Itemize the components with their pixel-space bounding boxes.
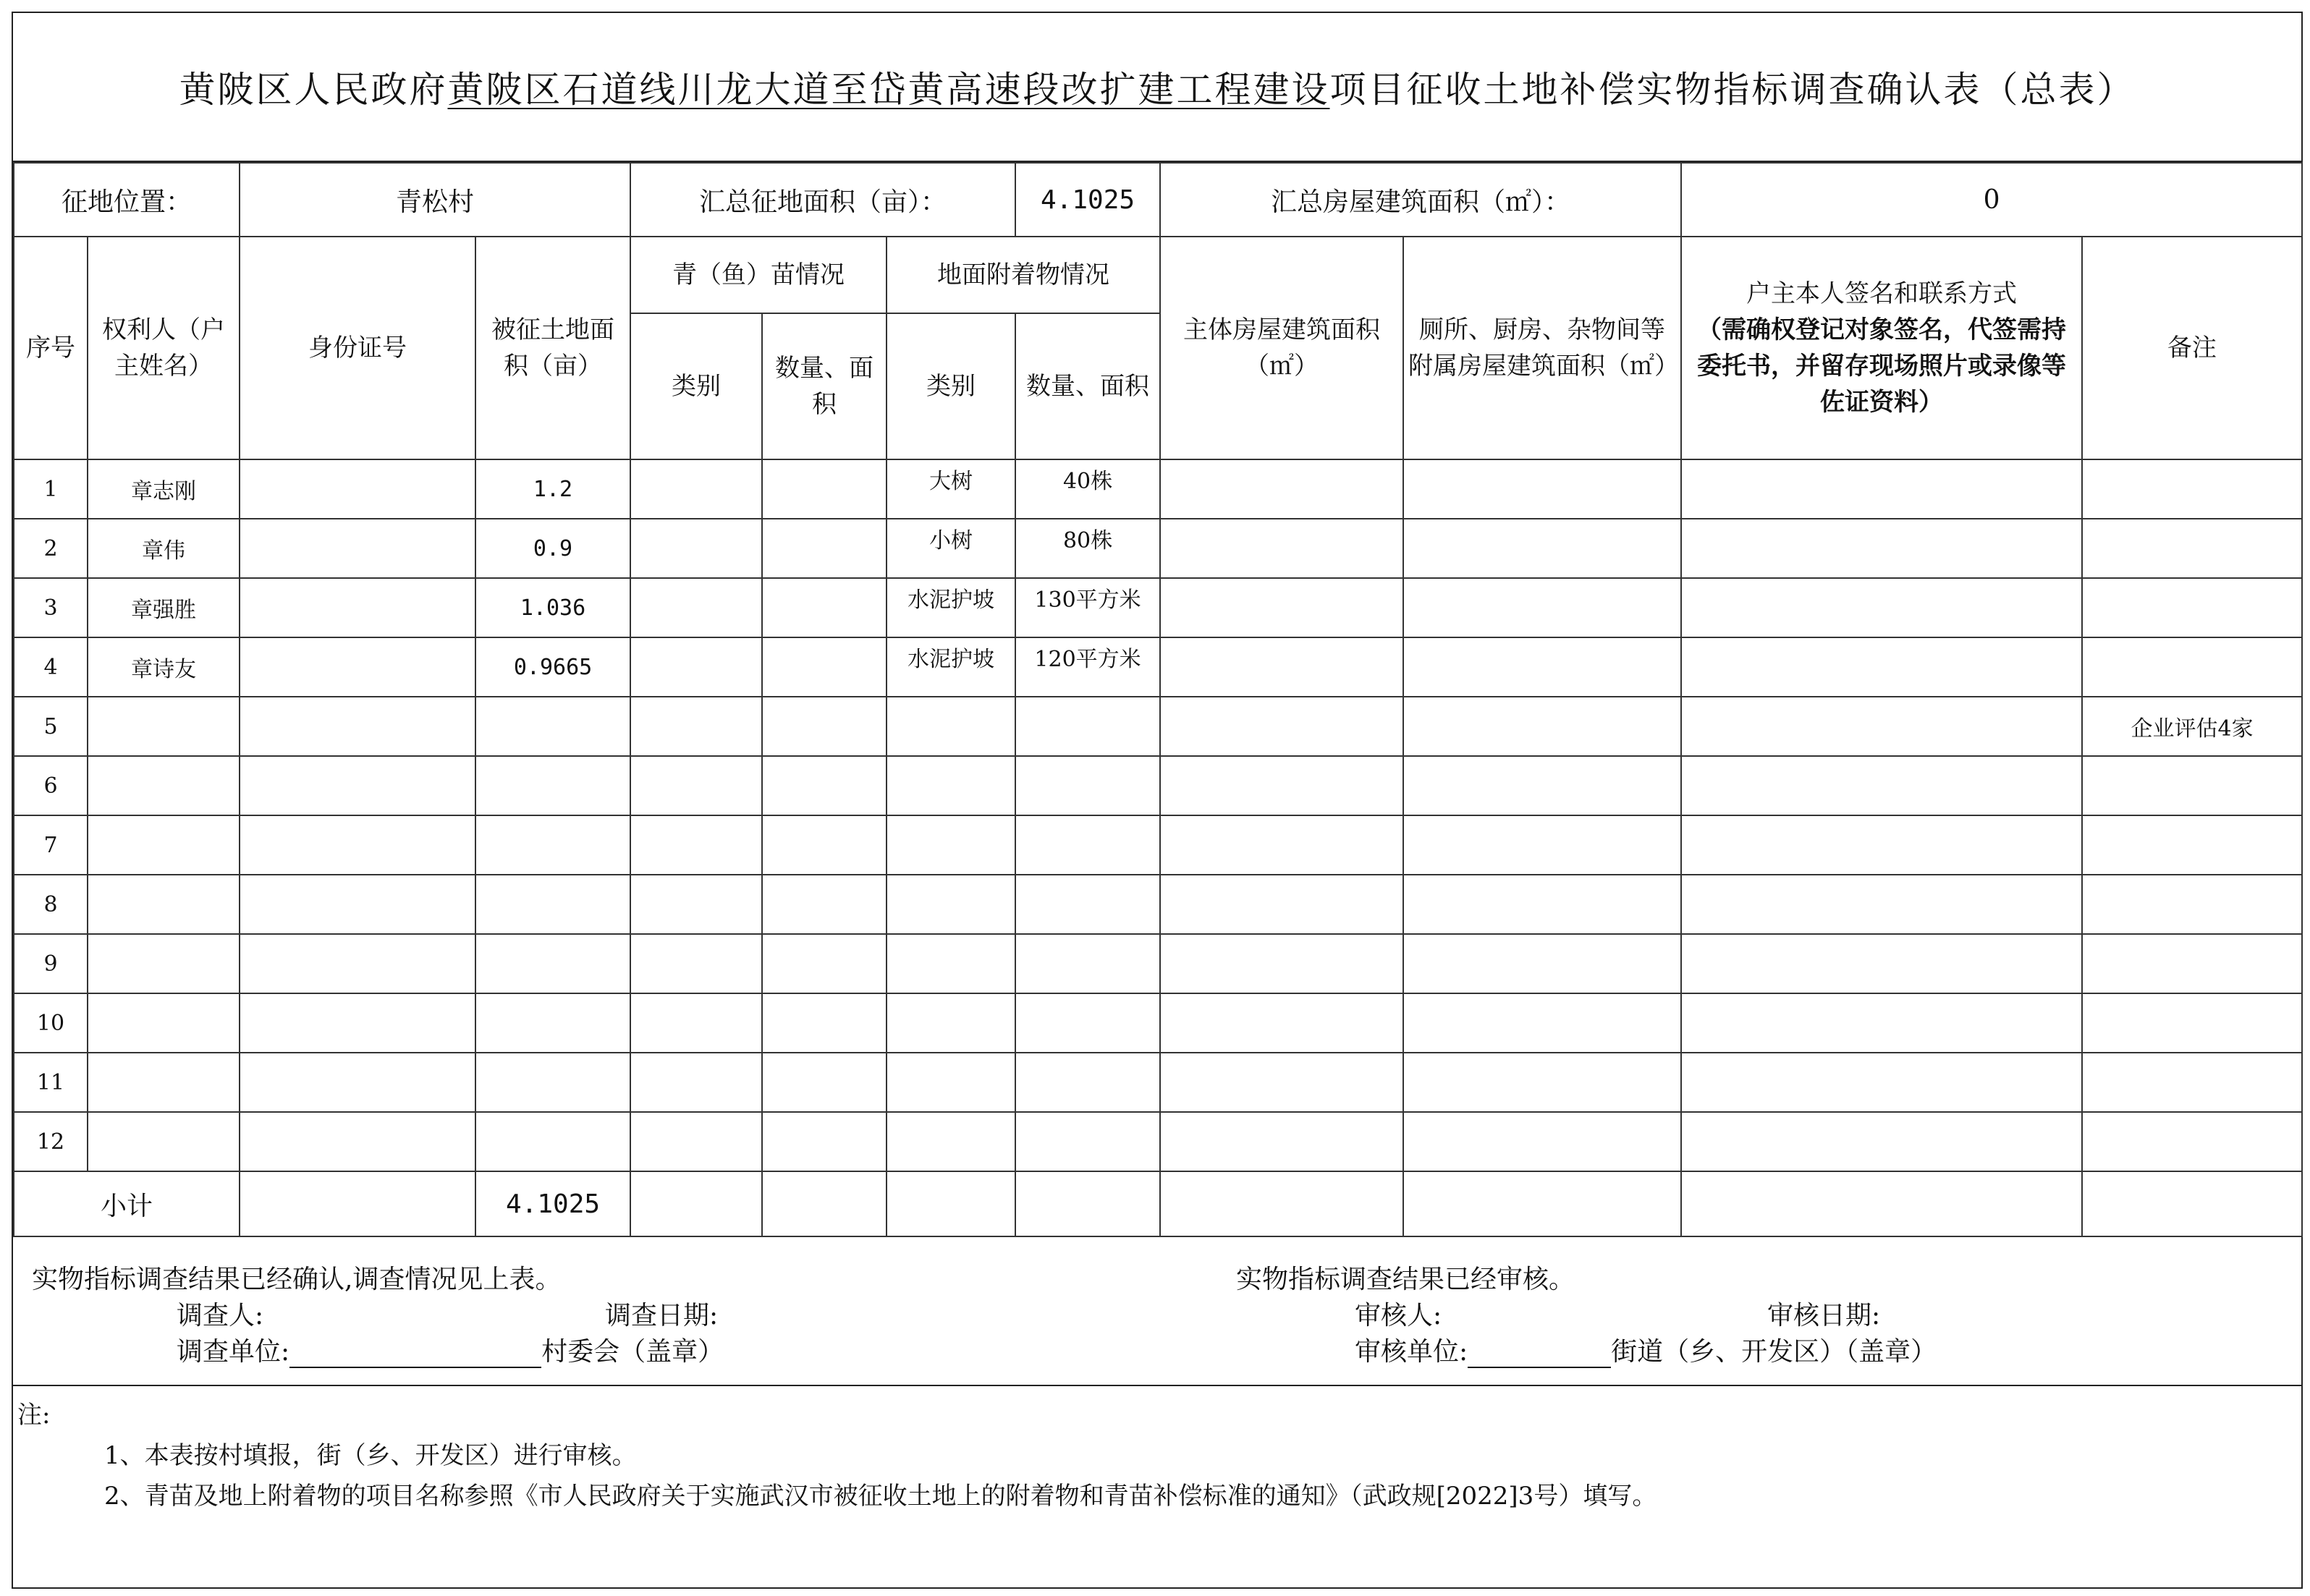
row-main-house-area [1160, 637, 1403, 697]
row-id-number [240, 993, 475, 1053]
row-aux-house-area [1403, 519, 1681, 578]
table-row [14, 934, 2302, 993]
row-aux-house-area [1403, 459, 1681, 519]
row-id-number [240, 578, 475, 637]
row-attachment-qty [1015, 993, 1160, 1053]
row-aux-house-area [1403, 697, 1681, 756]
total-building-value: 0 [1681, 163, 2302, 237]
row-attachment-type [887, 756, 1015, 815]
row-attachment-type [887, 697, 1015, 756]
title-suffix: 项目征收土地补偿实物指标调查确认表（总表） [1329, 69, 2136, 111]
header-seedling-qty: 数量、面积 [762, 313, 887, 459]
row-seedling-qty [762, 993, 887, 1053]
header-signature [1681, 237, 2082, 459]
table-row [14, 697, 2302, 756]
row-seq: 8 [14, 875, 88, 934]
row-seq: 4 [14, 637, 88, 697]
row-main-house-area [1160, 756, 1403, 815]
location-value: 青松村 [240, 163, 630, 237]
row-id-number [240, 875, 475, 934]
row-aux-house-area [1403, 756, 1681, 815]
row-signature [1681, 697, 2082, 756]
table-row [14, 1053, 2302, 1112]
title-band [13, 13, 2301, 162]
row-land-area: 1.2 [475, 459, 630, 519]
row-attachment-type: 水泥护坡 [887, 637, 1015, 697]
table-body [14, 459, 2302, 1171]
row-remark [2082, 578, 2302, 637]
row-aux-house-area [1403, 875, 1681, 934]
row-signature [1681, 875, 2082, 934]
subtotal-cell [887, 1171, 1015, 1236]
row-main-house-area [1160, 934, 1403, 993]
header-id-number: 身份证号 [240, 237, 475, 459]
row-seedling-qty [762, 519, 887, 578]
row-seedling-type [630, 756, 762, 815]
header-attachment-type: 类别 [887, 313, 1015, 459]
header-row-1 [14, 237, 2302, 313]
row-main-house-area [1160, 875, 1403, 934]
review-unit-suffix: 街道（乡、开发区）（盖章） [1611, 1337, 1937, 1367]
row-remark [2082, 993, 2302, 1053]
row-attachment-qty [1015, 934, 1160, 993]
row-seedling-qty [762, 756, 887, 815]
row-owner [88, 1112, 240, 1171]
row-owner: 章强胜 [88, 578, 240, 637]
row-land-area [475, 1112, 630, 1171]
row-seedling-type [630, 1053, 762, 1112]
row-seq: 7 [14, 815, 88, 875]
row-seedling-type [630, 934, 762, 993]
row-seedling-qty [762, 934, 887, 993]
row-seq: 9 [14, 934, 88, 993]
row-owner: 章志刚 [88, 459, 240, 519]
location-label: 征地位置： [14, 163, 240, 237]
row-seedling-type [630, 993, 762, 1053]
row-id-number [240, 815, 475, 875]
total-area-value: 4.1025 [1015, 163, 1160, 237]
row-seedling-type [630, 459, 762, 519]
row-aux-house-area [1403, 993, 1681, 1053]
row-attachment-type: 小树 [887, 519, 1015, 578]
row-signature [1681, 993, 2082, 1053]
row-id-number [240, 1112, 475, 1171]
row-aux-house-area [1403, 1112, 1681, 1171]
review-unit-blank [1468, 1338, 1611, 1368]
row-attachment-qty [1015, 815, 1160, 875]
row-remark [2082, 459, 2302, 519]
row-aux-house-area [1403, 578, 1681, 637]
header-seq: 序号 [14, 237, 88, 459]
row-signature [1681, 1112, 2082, 1171]
table-row [14, 756, 2302, 815]
row-land-area [475, 815, 630, 875]
row-seedling-qty [762, 637, 887, 697]
subtotal-cell [630, 1171, 762, 1236]
row-seedling-type [630, 815, 762, 875]
investigation-unit-suffix: 村委会（盖章） [541, 1337, 724, 1367]
header-signature-line1: 户主本人签名和联系方式 [1746, 279, 2018, 308]
header-land-area: 被征土地面积（亩） [475, 237, 630, 459]
title-project-name: 黄陂区石道线川龙大道至岱黄高速段改扩建工程建设 [447, 69, 1330, 111]
row-land-area [475, 993, 630, 1053]
row-signature [1681, 934, 2082, 993]
row-main-house-area [1160, 519, 1403, 578]
row-aux-house-area [1403, 637, 1681, 697]
title-prefix: 黄陂区人民政府 [179, 69, 448, 111]
reviewer-label: 审核人: [1355, 1301, 1442, 1330]
row-attachment-type [887, 1053, 1015, 1112]
row-land-area [475, 697, 630, 756]
row-id-number [240, 1053, 475, 1112]
row-seedling-qty [762, 578, 887, 637]
row-attachment-type [887, 1112, 1015, 1171]
header-seedling-type: 类别 [630, 313, 762, 459]
row-owner [88, 697, 240, 756]
row-attachment-type [887, 993, 1015, 1053]
row-id-number [240, 459, 475, 519]
row-attachment-type: 水泥护坡 [887, 578, 1015, 637]
row-owner [88, 993, 240, 1053]
row-attachment-qty: 40株 [1015, 459, 1160, 519]
row-seq: 12 [14, 1112, 88, 1171]
row-signature [1681, 637, 2082, 697]
total-area-label: 汇总征地面积（亩）： [630, 163, 1015, 237]
row-land-area: 0.9665 [475, 637, 630, 697]
table-row [14, 993, 2302, 1053]
row-owner: 章伟 [88, 519, 240, 578]
row-seedling-type [630, 578, 762, 637]
row-aux-house-area [1403, 1053, 1681, 1112]
row-seq: 5 [14, 697, 88, 756]
note-item-1: 1、本表按村填报，街（乡、开发区）进行审核。 [104, 1441, 637, 1470]
row-seq: 10 [14, 993, 88, 1053]
row-attachment-qty: 80株 [1015, 519, 1160, 578]
header-main-house-area: 主体房屋建筑面积（㎡） [1160, 237, 1403, 459]
row-owner [88, 934, 240, 993]
note-item-2: 2、青苗及地上附着物的项目名称参照《市人民政府关于实施武汉市被征收土地上的附着物和青苗补偿标准的通知》（武政规[2022]3号）填写。 [104, 1482, 1657, 1511]
investigation-unit [177, 1331, 724, 1368]
row-id-number [240, 934, 475, 993]
row-main-house-area [1160, 697, 1403, 756]
row-seedling-qty [762, 1053, 887, 1112]
row-owner [88, 756, 240, 815]
table-row [14, 1112, 2302, 1171]
subtotal-cell [1015, 1171, 1160, 1236]
row-seq: 6 [14, 756, 88, 815]
row-id-number [240, 519, 475, 578]
row-id-number [240, 756, 475, 815]
table-row [14, 815, 2302, 875]
row-owner [88, 1053, 240, 1112]
row-remark [2082, 934, 2302, 993]
table-row [14, 519, 2302, 578]
header-attachment-qty: 数量、面积 [1015, 313, 1160, 459]
review-statement: 实物指标调查结果已经审核。 [1236, 1265, 1575, 1294]
row-seq: 3 [14, 578, 88, 637]
investigation-unit-label: 调查单位: [177, 1337, 290, 1367]
row-owner: 章诗友 [88, 637, 240, 697]
row-attachment-qty [1015, 1053, 1160, 1112]
row-signature [1681, 1053, 2082, 1112]
row-land-area [475, 1053, 630, 1112]
row-id-number [240, 637, 475, 697]
header-aux-house-area: 厕所、厨房、杂物间等附属房屋建筑面积（㎡） [1403, 237, 1681, 459]
row-remark [2082, 1112, 2302, 1171]
subtotal-cell [2082, 1171, 2302, 1236]
table-row [14, 459, 2302, 519]
row-attachment-type [887, 934, 1015, 993]
row-signature [1681, 815, 2082, 875]
subtotal-cell [1681, 1171, 2082, 1236]
header-owner: 权利人（户主姓名） [88, 237, 240, 459]
row-attachment-qty [1015, 756, 1160, 815]
page-title [179, 61, 2136, 113]
row-main-house-area [1160, 459, 1403, 519]
row-aux-house-area [1403, 815, 1681, 875]
row-land-area: 1.036 [475, 578, 630, 637]
row-seedling-type [630, 1112, 762, 1171]
row-signature [1681, 578, 2082, 637]
row-seedling-qty [762, 697, 887, 756]
investigation-unit-blank [289, 1338, 541, 1368]
subtotal-area: 4.1025 [475, 1171, 630, 1236]
row-attachment-type: 大树 [887, 459, 1015, 519]
review-date-label: 审核日期: [1767, 1301, 1881, 1330]
row-land-area: 0.9 [475, 519, 630, 578]
row-remark [2082, 815, 2302, 875]
row-land-area [475, 875, 630, 934]
row-main-house-area [1160, 993, 1403, 1053]
header-remark: 备注 [2082, 237, 2302, 459]
row-seedling-qty [762, 815, 887, 875]
subtotal-label: 小计 [14, 1171, 240, 1236]
row-signature [1681, 756, 2082, 815]
header-seedling-group: 青（鱼）苗情况 [630, 237, 887, 313]
row-id-number [240, 697, 475, 756]
row-attachment-qty [1015, 697, 1160, 756]
row-land-area [475, 934, 630, 993]
row-attachment-type [887, 815, 1015, 875]
header-attachment-group: 地面附着物情况 [887, 237, 1160, 313]
row-seedling-qty [762, 875, 887, 934]
row-main-house-area [1160, 815, 1403, 875]
row-signature [1681, 459, 2082, 519]
survey-sheet [12, 12, 2303, 1589]
row-remark [2082, 637, 2302, 697]
row-attachment-qty [1015, 1112, 1160, 1171]
row-attachment-qty [1015, 875, 1160, 934]
row-land-area [475, 756, 630, 815]
table-row [14, 637, 2302, 697]
subtotal-cell [1403, 1171, 1681, 1236]
row-seedling-type [630, 697, 762, 756]
review-unit-label: 审核单位: [1355, 1337, 1468, 1367]
row-seedling-qty [762, 459, 887, 519]
table-row [14, 578, 2302, 637]
row-seedling-type [630, 519, 762, 578]
row-remark [2082, 756, 2302, 815]
investigation-statement: 实物指标调查结果已经确认,调查情况见上表。 [32, 1265, 562, 1294]
subtotal-cell [762, 1171, 887, 1236]
row-seedling-type [630, 875, 762, 934]
row-attachment-qty: 130平方米 [1015, 578, 1160, 637]
row-remark: 企业评估4家 [2082, 697, 2302, 756]
subtotal-row [14, 1171, 2302, 1236]
row-main-house-area [1160, 1112, 1403, 1171]
row-owner [88, 875, 240, 934]
investigation-date-label: 调查日期: [605, 1301, 719, 1330]
row-aux-house-area [1403, 934, 1681, 993]
investigator-label: 调查人: [177, 1301, 264, 1330]
summary-row [14, 163, 2302, 237]
row-remark [2082, 1053, 2302, 1112]
row-seedling-qty [762, 1112, 887, 1171]
table-row [14, 875, 2302, 934]
row-attachment-type [887, 875, 1015, 934]
row-main-house-area [1160, 578, 1403, 637]
row-seq: 2 [14, 519, 88, 578]
row-seq: 1 [14, 459, 88, 519]
row-seq: 11 [14, 1053, 88, 1112]
survey-table [13, 162, 2303, 1237]
row-attachment-qty: 120平方米 [1015, 637, 1160, 697]
row-signature [1681, 519, 2082, 578]
confirmation-section [13, 1228, 2301, 1386]
subtotal-cell [1160, 1171, 1403, 1236]
row-remark [2082, 875, 2302, 934]
total-building-label: 汇总房屋建筑面积（㎡）： [1160, 163, 1681, 237]
row-owner [88, 815, 240, 875]
subtotal-id [240, 1171, 475, 1236]
row-seedling-type [630, 637, 762, 697]
notes-label: 注: [17, 1401, 51, 1430]
row-remark [2082, 519, 2302, 578]
header-signature-note: （需确权登记对象签名，代签需持委托书，并留存现场照片或录像等佐证资料） [1697, 315, 2067, 417]
review-unit [1355, 1331, 1937, 1368]
row-main-house-area [1160, 1053, 1403, 1112]
